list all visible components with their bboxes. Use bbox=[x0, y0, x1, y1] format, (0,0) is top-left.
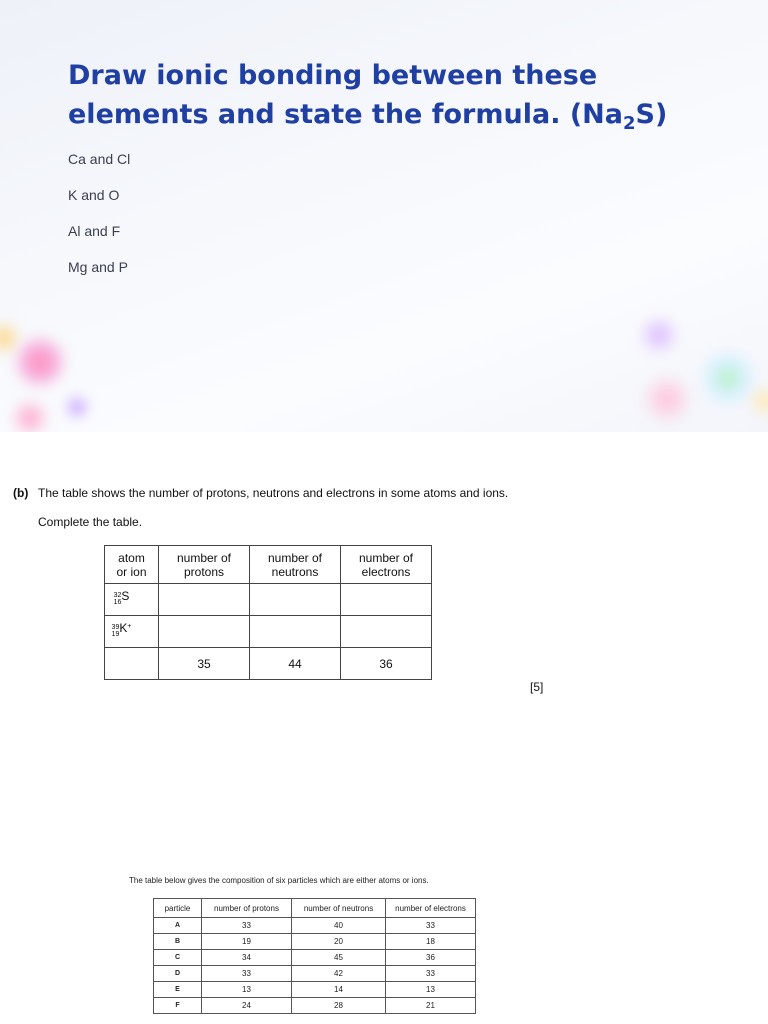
question-text: The table shows the number of protons, neutrons and electrons in some atoms and ions. bbox=[38, 486, 509, 500]
nuclide-cell[interactable] bbox=[105, 648, 159, 680]
table-row bbox=[154, 918, 476, 934]
particle-label: C bbox=[154, 950, 202, 966]
electrons-cell: 36 bbox=[386, 950, 476, 966]
neutrons-cell[interactable] bbox=[250, 584, 341, 616]
element-pair: K and O bbox=[68, 187, 120, 203]
slide-title bbox=[68, 56, 728, 134]
table-row bbox=[154, 934, 476, 950]
neutrons-cell: 20 bbox=[292, 934, 386, 950]
nuclide-symbol: 39 19 K + bbox=[111, 620, 132, 638]
element-pair: Mg and P bbox=[68, 259, 128, 275]
element-pair: Al and F bbox=[68, 223, 121, 239]
particles-table bbox=[153, 898, 476, 1014]
neutrons-cell: 42 bbox=[292, 966, 386, 982]
nuclide-symbol: 32 16 S bbox=[113, 588, 130, 606]
decor-bubble bbox=[14, 336, 66, 388]
decor-bubble bbox=[638, 314, 680, 356]
table-row bbox=[154, 950, 476, 966]
column-header: number of electrons bbox=[386, 899, 476, 918]
neutrons-cell[interactable] bbox=[250, 616, 341, 648]
title-subscript: 2 bbox=[623, 113, 636, 134]
protons-cell[interactable] bbox=[159, 584, 250, 616]
electrons-cell: 36 bbox=[341, 648, 432, 680]
electrons-cell[interactable] bbox=[341, 616, 432, 648]
column-header: atom or ion bbox=[105, 546, 159, 584]
protons-cell: 34 bbox=[202, 950, 292, 966]
title-end: S) bbox=[635, 99, 668, 130]
electrons-cell: 33 bbox=[386, 966, 476, 982]
particle-label: F bbox=[154, 998, 202, 1014]
atoms-ions-table bbox=[104, 545, 432, 680]
question-label: (b) bbox=[13, 486, 29, 500]
table-row bbox=[105, 616, 432, 648]
protons-cell: 19 bbox=[202, 934, 292, 950]
table-row bbox=[154, 998, 476, 1014]
question-instruction: Complete the table. bbox=[38, 515, 143, 529]
column-header: number of protons bbox=[202, 899, 292, 918]
nuclide-cell bbox=[105, 616, 159, 648]
column-header: number of electrons bbox=[341, 546, 432, 584]
decor-bubble bbox=[10, 398, 50, 432]
table-row bbox=[154, 966, 476, 982]
particle-label: D bbox=[154, 966, 202, 982]
neutrons-cell: 45 bbox=[292, 950, 386, 966]
protons-cell[interactable] bbox=[159, 616, 250, 648]
protons-cell: 33 bbox=[202, 966, 292, 982]
decor-bubble bbox=[640, 372, 694, 426]
electrons-cell: 33 bbox=[386, 918, 476, 934]
column-header: number of neutrons bbox=[250, 546, 341, 584]
column-header: number of protons bbox=[159, 546, 250, 584]
element-pair: Ca and Cl bbox=[68, 151, 131, 167]
protons-cell: 35 bbox=[159, 648, 250, 680]
column-header: number of neutrons bbox=[292, 899, 386, 918]
neutrons-cell: 44 bbox=[250, 648, 341, 680]
decor-bubble bbox=[748, 384, 768, 418]
neutrons-cell: 40 bbox=[292, 918, 386, 934]
electrons-cell: 13 bbox=[386, 982, 476, 998]
slide-banner bbox=[0, 0, 768, 432]
electrons-cell: 21 bbox=[386, 998, 476, 1014]
table-row bbox=[105, 648, 432, 680]
electrons-cell[interactable] bbox=[341, 584, 432, 616]
electrons-cell: 18 bbox=[386, 934, 476, 950]
protons-cell: 33 bbox=[202, 918, 292, 934]
decor-bubble bbox=[64, 394, 90, 420]
particle-label: B bbox=[154, 934, 202, 950]
table-row bbox=[154, 982, 476, 998]
table-row bbox=[105, 584, 432, 616]
neutrons-cell: 28 bbox=[292, 998, 386, 1014]
column-header: particle bbox=[154, 899, 202, 918]
table-header-row bbox=[154, 899, 476, 918]
marks-label: [5] bbox=[530, 680, 544, 694]
title-text: Draw ionic bonding between these elements and state the formula. (Na bbox=[68, 60, 624, 130]
particles-caption: The table below gives the composition of six particles which are either atoms or ions. bbox=[129, 876, 429, 885]
particle-label: A bbox=[154, 918, 202, 934]
protons-cell: 24 bbox=[202, 998, 292, 1014]
protons-cell: 13 bbox=[202, 982, 292, 998]
neutrons-cell: 14 bbox=[292, 982, 386, 998]
particle-label: E bbox=[154, 982, 202, 998]
table-header-row bbox=[105, 546, 432, 584]
nuclide-cell bbox=[105, 584, 159, 616]
